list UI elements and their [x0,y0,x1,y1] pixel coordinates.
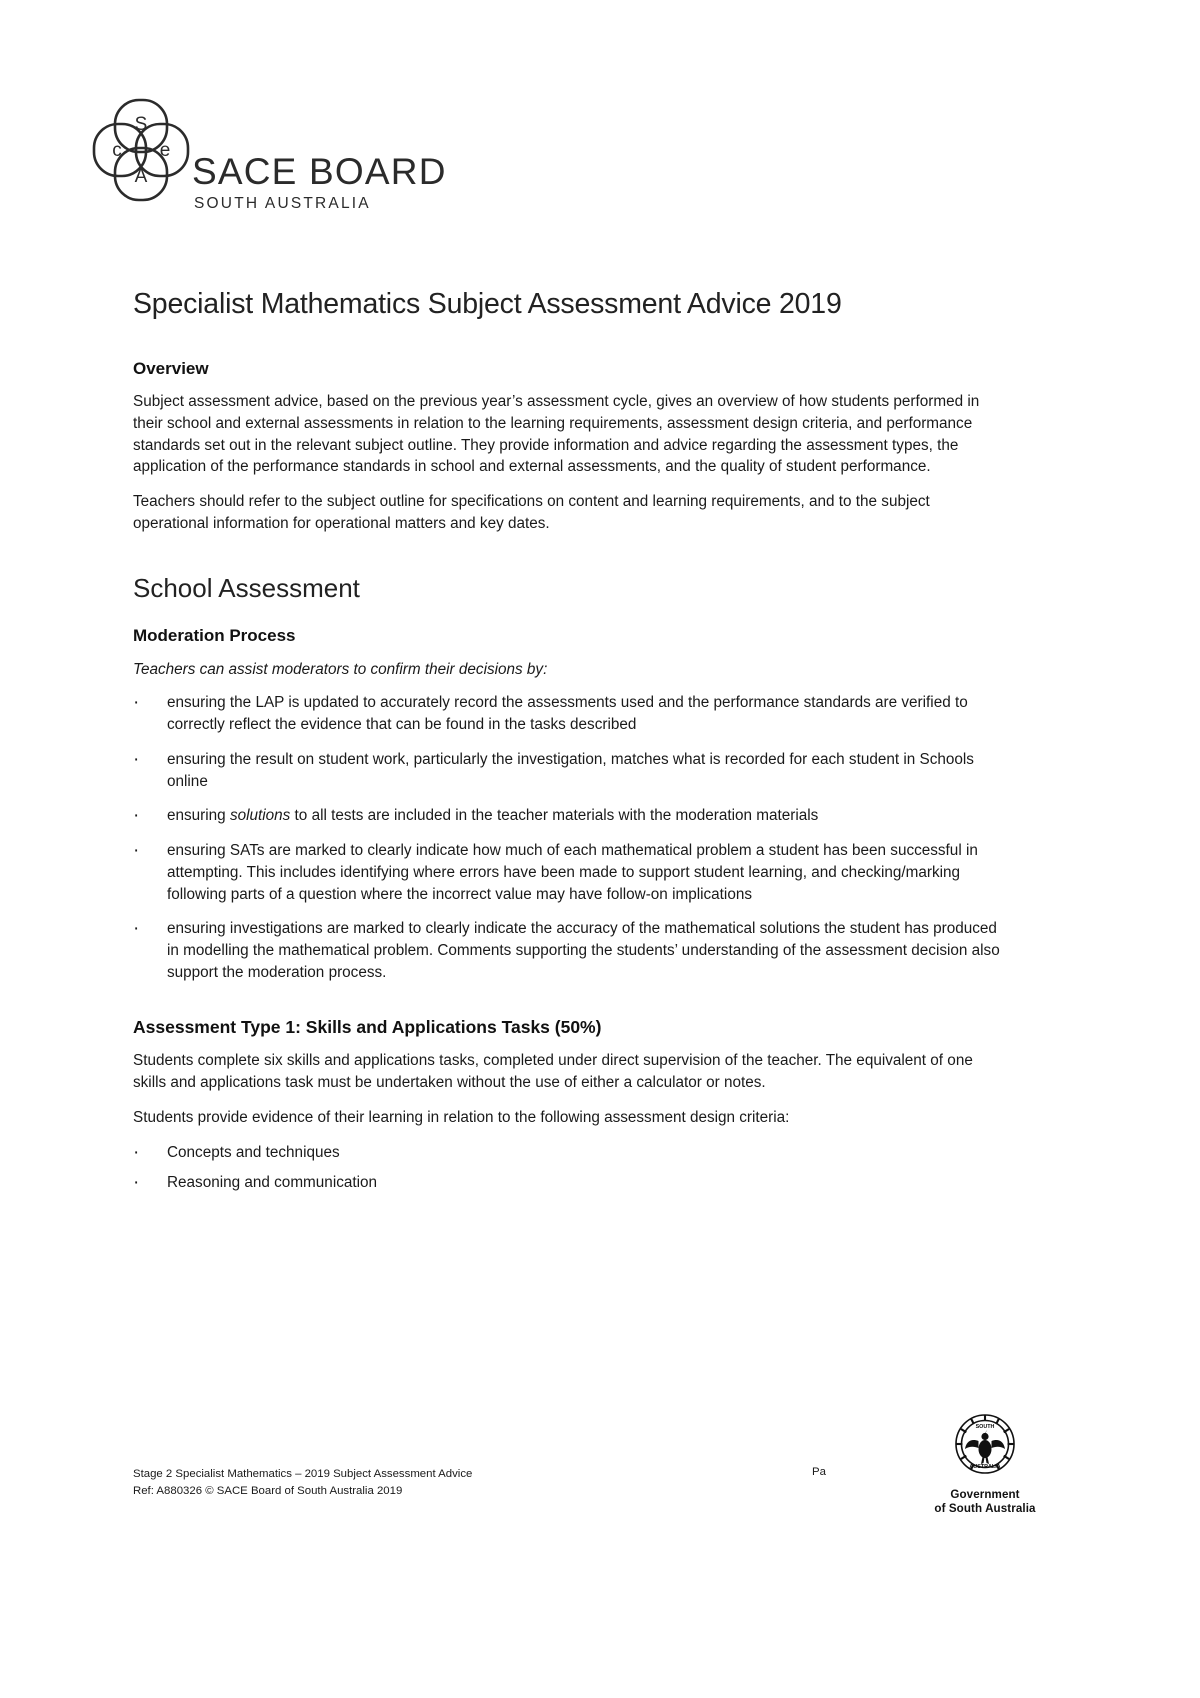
list-item [133,749,1005,792]
footer-page-number: Pa [812,1466,826,1478]
bullet-text-italic: solutions [229,807,291,825]
moderation-lead-text: Teachers can assist moderators to confirm their decisions by: [133,660,548,678]
bullet-text-post: to all tests are included in the teacher materials with the moderation materials [290,807,819,825]
assessment-type-1-heading: Assessment Type 1: Skills and Applications Tasks (50%) [133,1017,602,1038]
assessment-design-criteria-list [133,1142,1005,1194]
bullet-text-pre: ensuring the LAP is updated to accurately record the assessments used and the performance standards are verified to correctly reflect the evidence that can be found in the tasks described [167,694,968,734]
list-item [133,918,1005,983]
assessment-type-1-paragraph-2: Students provide evidence of their learning in relation to the following assessment design criteria: [133,1108,790,1126]
sace-board-logo [58,72,478,232]
list-item [133,840,1005,905]
list-item [133,692,1005,735]
logo-wordmark: SACE BOARD [192,151,447,192]
logo-letter-e: e [159,140,171,161]
logo-sub-wordmark: SOUTH AUSTRALIA [194,195,371,212]
government-of-south-australia-logo [920,1408,1050,1526]
logo-letter-c: c [112,140,122,161]
sace-logo-graphic [58,72,478,232]
logo-letter-a: A [134,166,148,187]
crest-top-text: SOUTH [975,1424,995,1430]
bullet-text-pre: ensuring the result on student work, particularly the investigation, matches what is recorded for each student in Schools online [167,750,974,790]
overview-heading: Overview [133,358,209,378]
overview-paragraph-1: Subject assessment advice, based on the previous year’s assessment cycle, gives an overview of how students performed in their school and external assessments in relation to the learning requirements, assessment design criteria, and performance standards set out in the relevant subject outline. They provide information and advice regarding the assessment types, the application of the performance standards in school and external assessments, and the quality of student performance. [133,393,980,476]
moderation-process-heading: Moderation Process [133,626,296,646]
bullet-text-pre: ensuring investigations are marked to clearly indicate the accuracy of the mathematical solutions the student has produced in modelling the mathematical problem. Comments supporting the students’ understanding of the assessment decision also support the moderation process. [167,920,1000,981]
assessment-type-1-paragraph-1: Students complete six skills and applications tasks, completed under direct supervision of the teacher. The equivalent of one skills and applications task must be undertaken without the use of either a calculator or notes. [133,1052,973,1092]
list-item [133,1172,1005,1194]
overview-paragraph-2: Teachers should refer to the subject outline for specifications on content and learning requirements, and to the subject operational information for operational matters and key dates. [133,493,930,532]
bullet-text-pre: ensuring [167,807,230,825]
bullet-text-pre: ensuring SATs are marked to clearly indicate how much of each mathematical problem a student has been successful in attempting. This includes identifying where errors have been made to support student learning, and checking/marking following parts of a question where the incorrect value may have follow-on implications [167,842,978,903]
logo-letter-s: S [134,114,148,135]
footer-line-1: Stage 2 Specialist Mathematics – 2019 Subject Assessment Advice [133,1468,473,1480]
list-item [133,1142,1005,1164]
footer-reference-block [133,1466,472,1501]
page-title: Specialist Mathematics Subject Assessment Advice 2019 [133,288,842,320]
school-assessment-heading: School Assessment [133,573,360,604]
criteria-label: Reasoning and communication [167,1174,378,1192]
document-content [133,288,1005,1203]
footer-line-2: Ref: A880326 © SACE Board of South Australia 2019 [133,1485,403,1498]
sa-crest-icon [952,1408,1018,1484]
gov-logo-line-1: Government [950,1488,1020,1501]
gov-logo-line-2: of South Australia [934,1502,1036,1516]
crest-bottom-text: AUSTRALIA [969,1464,1001,1470]
list-item [133,805,1005,827]
criteria-label: Concepts and techniques [167,1143,340,1161]
moderation-bullet-list [133,692,1005,983]
